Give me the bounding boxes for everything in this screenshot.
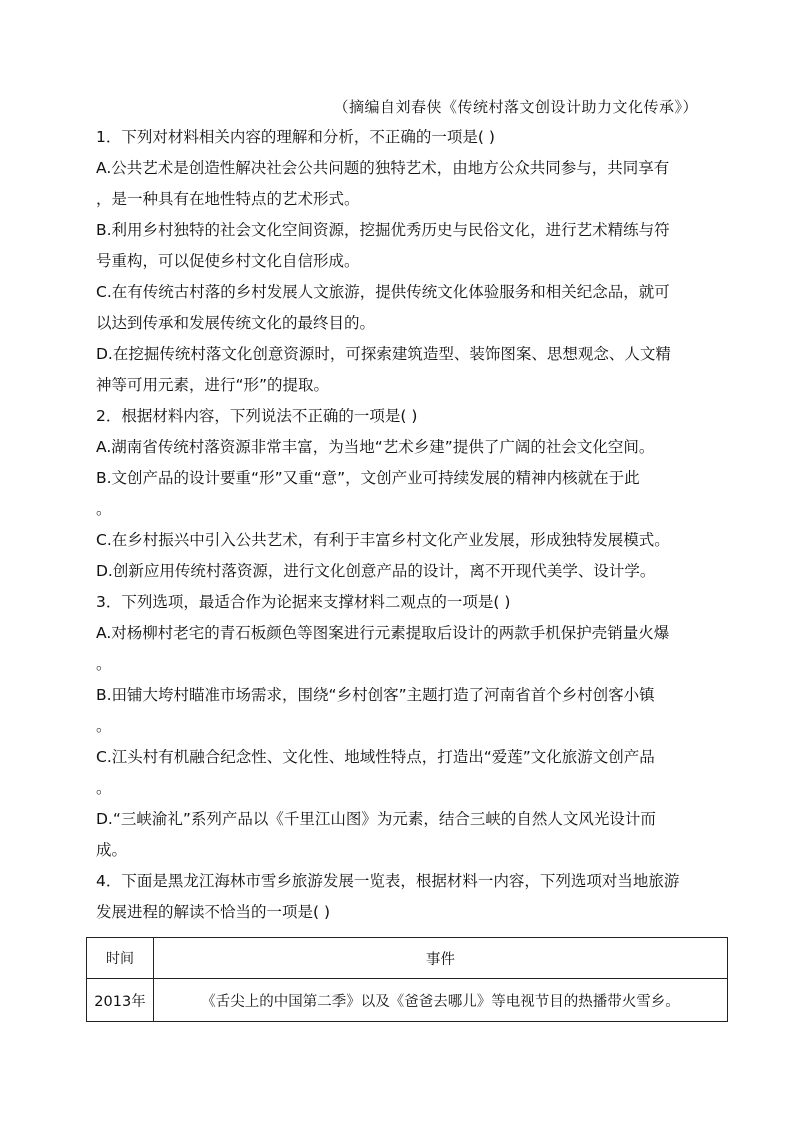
snow-town-tourism-table	[86, 937, 728, 1022]
q3-option-b-line2: 。	[96, 717, 112, 735]
q1-option-b-line2: 号重构，可以促使乡村文化自信形成。	[96, 252, 360, 270]
q1-option-d-line2: 神等可用元素，进行“形”的提取。	[96, 376, 330, 394]
header-time: 时间	[87, 938, 154, 979]
row-time: 2013年	[87, 979, 154, 1022]
q1-option-b-line1: B.利用乡村独特的社会文化空间资源，挖掘优秀历史与民俗文化，进行艺术精练与符	[96, 221, 670, 239]
header-event: 事件	[154, 938, 728, 979]
q1-option-c-line1: C.在有传统古村落的乡村发展人文旅游，提供传统文化体验服务和相关纪念品，就可	[96, 283, 670, 301]
q1-option-d-line1: D.在挖掘传统村落文化创意资源时，可探索建筑造型、装饰图案、思想观念、人文精	[96, 345, 671, 363]
table-row	[87, 979, 728, 1022]
q2-option-b-line2: 。	[96, 500, 112, 518]
question-3-stem: 3．下列选项，最适合作为论据来支撑材料二观点的一项是( )	[96, 593, 511, 611]
q3-option-a-line2: 。	[96, 655, 112, 673]
row-event: 《舌尖上的中国第二季》以及《爸爸去哪儿》等电视节目的热播带火雪乡。	[154, 979, 728, 1022]
q1-option-c-line2: 以达到传承和发展传统文化的最终目的。	[96, 314, 376, 332]
q3-option-b-line1: B.田铺大垮村瞄准市场需求，围绕“乡村创客”主题打造了河南省首个乡村创客小镇	[96, 686, 655, 704]
table-header-row	[87, 938, 728, 979]
question-4-stem-line1: 4．下面是黑龙江海林市雪乡旅游发展一览表，根据材料一内容，下列选项对当地旅游	[96, 872, 680, 890]
question-4-stem-line2: 发展进程的解读不恰当的一项是( )	[96, 903, 331, 921]
question-1-stem: 1．下列对材料相关内容的理解和分析，不正确的一项是( )	[96, 128, 495, 146]
q2-option-d: D.创新应用传统村落资源，进行文化创意产品的设计，离不开现代美学、设计学。	[96, 562, 656, 580]
q2-option-a: A.湖南省传统村落资源非常丰富，为当地“艺术乡建”提供了广阔的社会文化空间。	[96, 438, 655, 456]
q2-option-c: C.在乡村振兴中引入公共艺术，有利于丰富乡村文化产业发展，形成独特发展模式。	[96, 531, 670, 549]
q1-option-a-line1: A.公共艺术是创造性解决社会公共问题的独特艺术，由地方公众共同参与，共同享有	[96, 159, 670, 177]
source-attribution: （摘编自刘春侠《传统村落文创设计助力文化传承》）	[333, 98, 698, 116]
q3-option-c-line1: C.江头村有机融合纪念性、文化性、地域性特点，打造出“爱莲”文化旅游文创产品	[96, 748, 655, 766]
q2-option-b-line1: B.文创产品的设计要重“形”又重“意”，文创产业可持续发展的精神内核就在于此	[96, 469, 640, 487]
q3-option-c-line2: 。	[96, 779, 112, 797]
question-2-stem: 2．根据材料内容，下列说法不正确的一项是( )	[96, 407, 418, 425]
q3-option-a-line1: A.对杨柳村老宅的青石板颜色等图案进行元素提取后设计的两款手机保护壳销量火爆	[96, 624, 670, 642]
q3-option-d-line2: 成。	[96, 841, 128, 859]
q1-option-a-line2: ，是一种具有在地性特点的艺术形式。	[96, 190, 360, 208]
q3-option-d-line1: D.“三峡渝礼”系列产品以《千里江山图》为元素，结合三峡的自然人文风光设计而	[96, 810, 656, 828]
